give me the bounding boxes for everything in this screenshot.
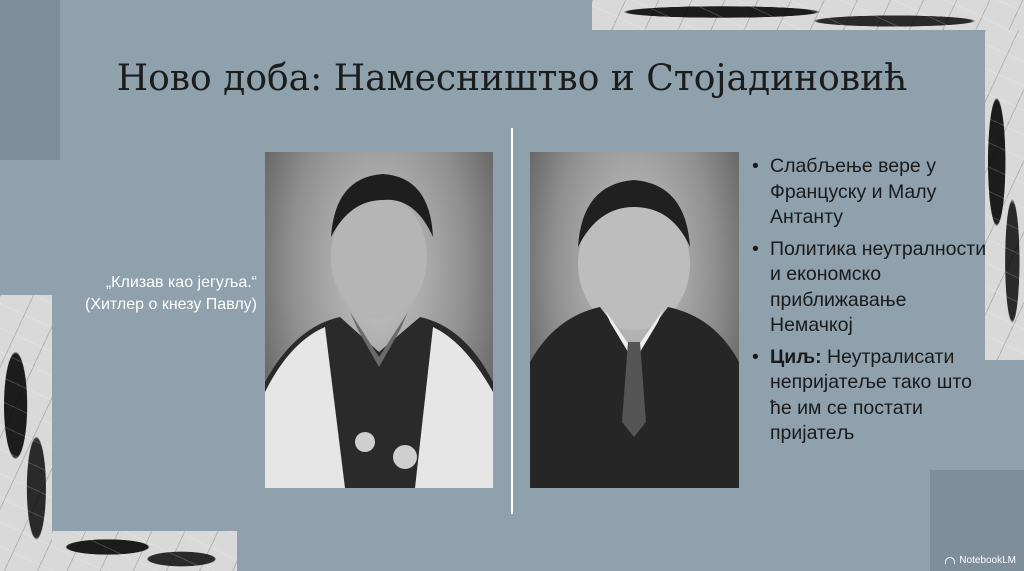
portrait-prince-pavle [265, 152, 493, 488]
slide-title: Ново доба: Намесништво и Стојадиновић [116, 58, 908, 99]
vertical-divider [511, 128, 513, 514]
map-decoration-left [0, 295, 52, 571]
bullet-list [752, 154, 992, 453]
notebooklm-watermark [945, 555, 1016, 566]
quote-block [52, 272, 257, 316]
notebooklm-logo-icon [945, 557, 955, 564]
portrait-stojadinovic [530, 152, 739, 488]
quote-text: „Клизав као јегуља.“ [105, 274, 257, 291]
map-decoration-top [592, 0, 1024, 30]
quote-attribution: (Хитлер о кнезу Павлу) [84, 296, 257, 313]
bullet-item: • Циљ: Неутралисати непријатеље тако што ће им се постати пријатељ [752, 345, 992, 447]
watermark-text: NotebookLM [959, 555, 1016, 566]
bullet-item: • Политика неутралности и економско приближавање Немачкој [752, 237, 992, 339]
map-decoration-bottom [52, 531, 237, 571]
bullet-item: • Слабљење вере у Француску и Малу Антанту [752, 154, 992, 231]
